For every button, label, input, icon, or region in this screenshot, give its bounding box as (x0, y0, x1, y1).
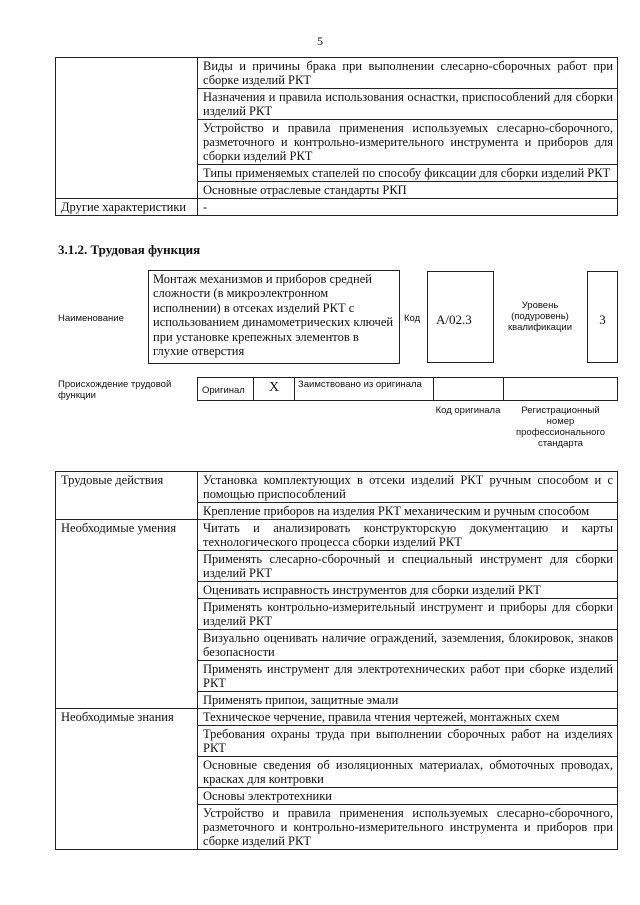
table-cell: Основные отраслевые стандарты РКП (198, 182, 618, 199)
table-cell: Читать и анализировать конструкторскую документацию и карты технологического процесса сборки изделий РКТ (198, 520, 618, 551)
table-cell: Типы применяемых стапелей по способу фиксации для сборки изделий РКТ (198, 165, 618, 182)
table-row (56, 520, 618, 551)
section-label-actions: Трудовые действия (56, 472, 198, 520)
origin-row (197, 377, 618, 401)
table-cell: Применять инструмент для электротехнических работ при сборке изделий РКТ (198, 661, 618, 692)
code-original-caption: Код оригинала (435, 405, 501, 416)
table-cell: Устройство и правила применения используемых слесарно-сборочного, разметочного и контрольно-измерительного инструмента и приборов для сборки изделий РКТ (198, 120, 618, 165)
table-row (56, 709, 618, 726)
table-cell: Основные сведения об изоляционных материалах, обмоточных проводах, красках для контровки (198, 757, 618, 788)
code-label: Код (404, 313, 421, 324)
page-number: 5 (317, 34, 323, 48)
empty-label-cell (56, 58, 198, 199)
original-code-cell (434, 378, 504, 400)
registration-caption: Регистрационный номер профессионального стандарта (516, 405, 605, 449)
table-cell: Установка комплектующих в отсеки изделий РКТ ручным способом и с помощью приспособлений (198, 472, 618, 503)
function-code-box: A/02.3 (427, 271, 494, 363)
qualification-level-box: 3 (587, 271, 618, 363)
table-cell: Визуально оценивать наличие ограждений, заземления, блокировок, знаков безопасности (198, 630, 618, 661)
function-name-box: Монтаж механизмов и приборов средней сложности (в микроэлектронном исполнении) в отсеках изделий РКТ с использованием динамометрических ключей при установке крепежных элементов в глухие отверстия (148, 270, 400, 364)
original-label: Оригинал (198, 378, 254, 400)
section-title: 3.1.2. Трудовая функция (58, 242, 201, 257)
section-label-skills: Необходимые умения (56, 520, 198, 709)
table-cell: Крепление приборов на изделия РКТ механическим и ручным способом (198, 503, 618, 520)
continuation-table (55, 57, 618, 216)
table-cell: Применять контрольно-измерительный инструмент и приборы для сборки изделий РКТ (198, 599, 618, 630)
other-characteristics-value: - (198, 199, 618, 216)
name-label: Наименование (58, 313, 124, 324)
table-cell: Назначения и правила использования оснастки, приспособлений для сборки изделий РКТ (198, 89, 618, 120)
section-label-knowledge: Необходимые знания (56, 709, 198, 850)
borrowed-label: Заимствовано из оригинала (295, 378, 434, 400)
table-cell: Оценивать исправность инструментов для сборки изделий РКТ (198, 582, 618, 599)
original-mark: X (254, 378, 295, 400)
table-cell: Основы электротехники (198, 788, 618, 805)
table-row (56, 199, 618, 216)
table-cell: Техническое черчение, правила чтения чертежей, монтажных схем (198, 709, 618, 726)
origin-label: Происхождение трудовой функции (58, 379, 172, 401)
level-label: Уровень (подуровень) квалификации (507, 300, 573, 333)
table-row (56, 472, 618, 503)
registration-number-cell (504, 378, 617, 400)
other-characteristics-label: Другие характеристики (56, 199, 198, 216)
table-row (56, 58, 618, 89)
table-cell: Виды и причины брака при выполнении слесарно-сборочных работ при сборке изделий РКТ (198, 58, 618, 89)
labor-function-table (55, 471, 618, 850)
table-cell: Применять припои, защитные эмали (198, 692, 618, 709)
table-cell: Устройство и правила применения используемых слесарно-сборочного, разметочного и контрольно-измерительного инструмента и приборов при сборке изделий РКТ (198, 805, 618, 850)
table-cell: Применять слесарно-сборочный и специальный инструмент для сборки изделий РКТ (198, 551, 618, 582)
table-cell: Требования охраны труда при выполнении сборочных работ на изделиях РКТ (198, 726, 618, 757)
